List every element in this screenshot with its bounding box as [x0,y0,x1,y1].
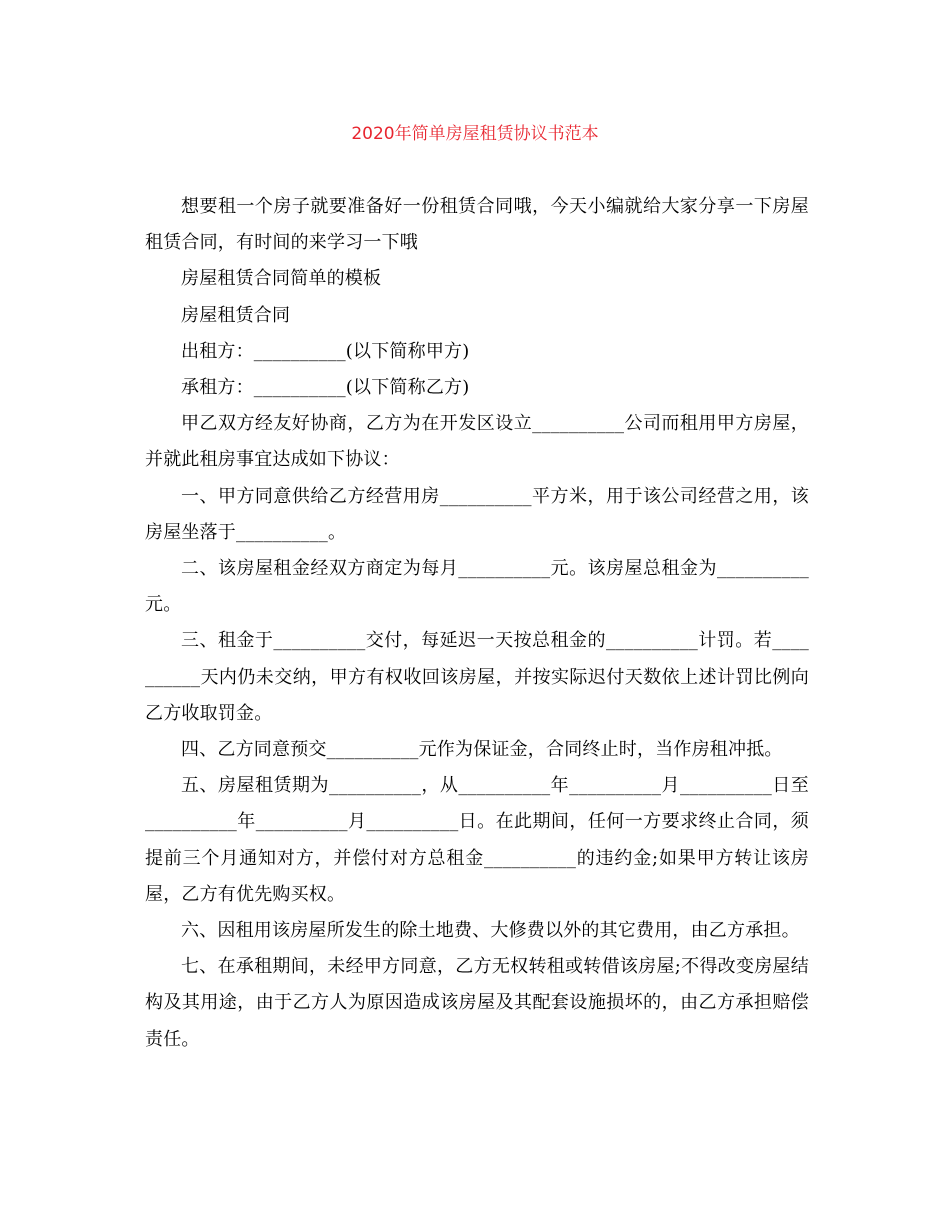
lessee-line: 承租方：__________(以下简称乙方) [181,377,470,399]
clause-7: 七、在承租期间，未经甲方同意，乙方无权转租或转借该房屋;不得改变房屋结构及其用途，由于乙方人为原因造成该房屋及其配套设施损坏的，由乙方承担赔偿责任。 [145,956,809,1050]
clause-4: 四、乙方同意预交__________元作为保证金，合同终止时，当作房租冲抵。 [181,739,783,761]
clause-6: 六、因租用该房屋所发生的除土地费、大修费以外的其它费用，由乙方承担。 [181,920,800,942]
clause-2: 二、该房屋租金经双方商定为每月__________元。该房屋总租金为__________元。 [145,558,809,616]
clause-1: 一、甲方同意供给乙方经营用房__________平方米，用于该公司经营之用，该房屋坐落于__________。 [145,485,809,543]
document-body [145,189,809,1058]
intro-paragraph: 想要租一个房子就要准备好一份租赁合同哦，今天小编就给大家分享一下房屋租赁合同，有时间的来学习一下哦 [145,196,809,254]
clause-5: 五、房屋租赁期为__________，从__________年__________月__________日至__________年__________月__________日。在此期间，任何一方要求终止合同，须提前三个月通知对方，并偿付对方总租金__________的违约金;如果甲方转让该房屋，乙方有优先购买权。 [145,775,809,905]
contract-heading: 房屋租赁合同 [181,304,291,326]
preamble-paragraph: 甲乙双方经友好协商，乙方为在开发区设立__________公司而租用甲方房屋，并就此租房事宜达成如下协议： [145,413,809,471]
clause-3: 三、租金于__________交付，每延迟一天按总租金的__________计罚。若__________天内仍未交纳，甲方有权收回该房屋，并按实际迟付天数依上述计罚比例向乙方收取罚金。 [145,630,809,724]
template-heading: 房屋租赁合同简单的模板 [181,268,382,290]
lessor-line: 出租方：__________(以下简称甲方) [181,340,470,362]
document-title: 2020年简单房屋租赁协议书范本 [351,124,599,144]
